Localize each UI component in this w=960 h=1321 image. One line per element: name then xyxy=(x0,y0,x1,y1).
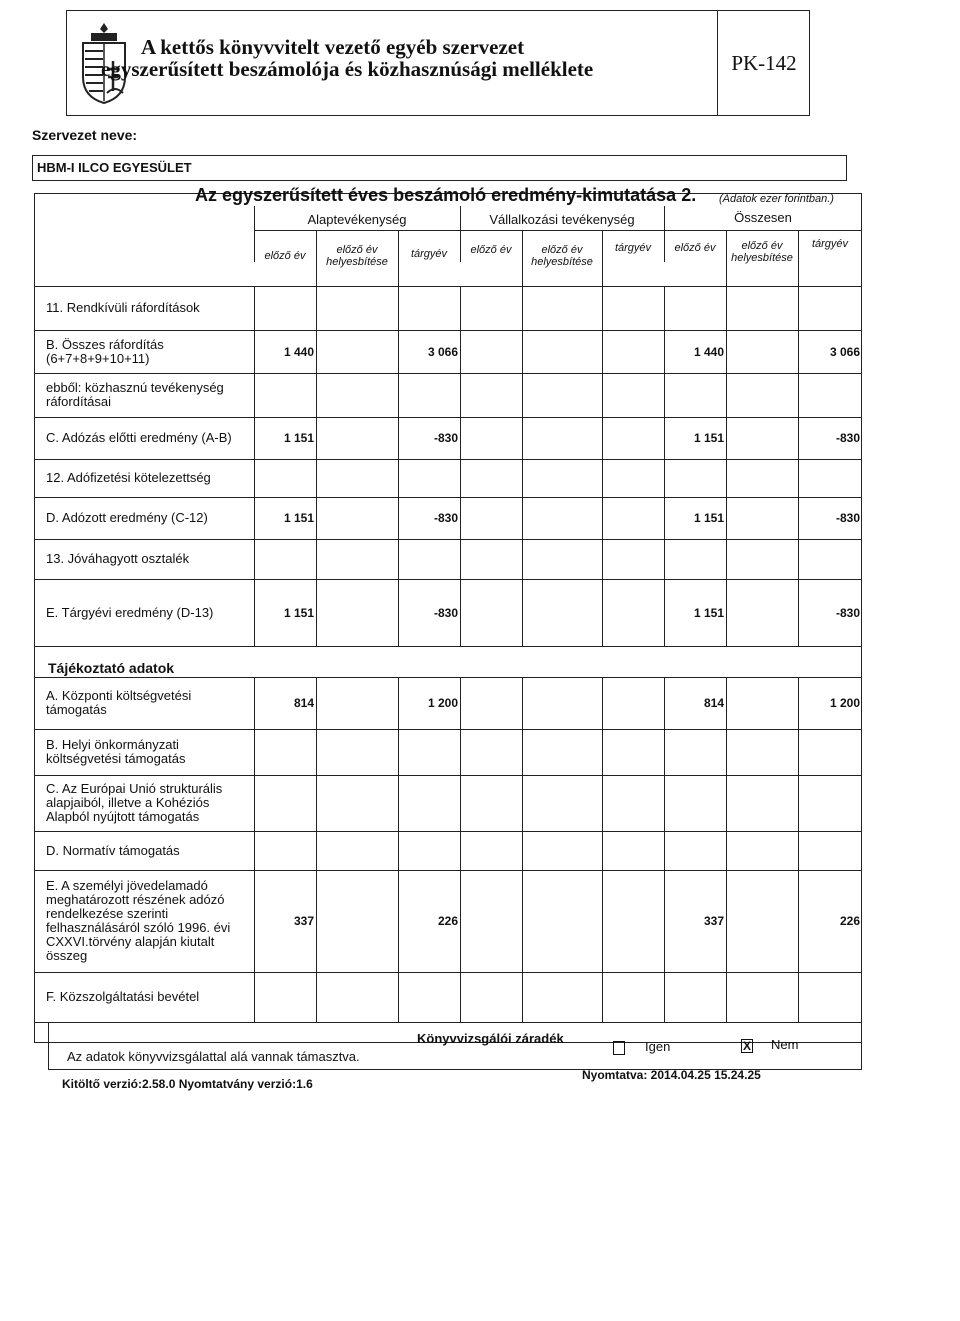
row-label-line: C. Az Európai Unió strukturális xyxy=(46,781,223,796)
col-header-prev: előző év xyxy=(674,242,716,254)
row-label-line: (6+7+8+9+10+11) xyxy=(46,350,150,366)
grid-line xyxy=(34,972,862,973)
cell-ossz-prev: 814 xyxy=(703,696,724,710)
row-label xyxy=(46,511,208,525)
grid-line xyxy=(34,330,862,331)
grid-line xyxy=(34,373,862,374)
row-label-line: D. Normatív támogatás xyxy=(46,842,180,858)
cell-ossz-curr: 3 066 xyxy=(829,344,860,359)
row-label-line: ráfordításai xyxy=(46,394,112,409)
cell-alap-curr: 226 xyxy=(437,914,458,928)
cell-ossz-curr: 1 200 xyxy=(829,696,860,710)
grid-line xyxy=(34,579,862,580)
grid-line xyxy=(460,206,461,262)
grid-line xyxy=(34,417,862,418)
col-header-adj: előző év helyesbítése xyxy=(731,240,793,264)
row-label xyxy=(46,844,180,858)
row-label-line: 11. Rendkívüli ráfordítások xyxy=(46,300,200,315)
audit-box xyxy=(48,1022,862,1070)
grid-line xyxy=(522,677,523,1022)
grid-line xyxy=(798,230,799,286)
row-label-line: 12. Adófizetési kötelezettség xyxy=(46,470,211,485)
row-label-line: Alapból nyújtott támogatás xyxy=(46,809,200,824)
col-header-curr: tárgyév xyxy=(811,238,849,250)
row-label-line: támogatás xyxy=(46,702,107,717)
row-label-line: összeg xyxy=(46,948,88,963)
row-label-line: E. Tárgyévi eredmény (D-13) xyxy=(46,604,214,620)
row-label-line: B. Összes ráfordítás xyxy=(46,336,164,352)
grid-line xyxy=(798,286,799,646)
group-header-vallalkozasi: Vállalkozási tevékenység xyxy=(489,212,635,227)
grid-line xyxy=(726,677,727,1022)
no-checkbox[interactable] xyxy=(741,1039,753,1053)
grid-line xyxy=(602,230,603,286)
grid-line xyxy=(664,677,665,1022)
row-label xyxy=(46,381,224,409)
grid-line xyxy=(664,286,665,646)
form-header xyxy=(66,10,810,116)
grid-line xyxy=(602,677,603,1022)
row-label xyxy=(46,552,189,566)
organization-name-field: HBM-I ILCO EGYESÜLET xyxy=(32,155,847,181)
row-label xyxy=(46,338,164,366)
row-label-line: alapjaiból, illetve a Kohéziós xyxy=(46,795,210,810)
cell-alap-curr: -830 xyxy=(433,605,458,620)
row-label-line: felhasználásáról szóló 1996. évi xyxy=(46,920,231,935)
grid-line xyxy=(34,831,862,832)
row-label-line: rendelkezése szerinti xyxy=(46,906,169,921)
cell-alap-curr: -830 xyxy=(433,511,458,525)
row-label xyxy=(46,879,230,963)
cell-alap-prev: 1 151 xyxy=(283,605,314,620)
audit-clause-label: Könyvvizsgálói záradék xyxy=(417,1031,564,1046)
row-label xyxy=(46,782,222,824)
grid-line xyxy=(34,539,862,540)
col-header-adj: előző év helyesbítése xyxy=(531,244,593,268)
row-label-line: F. Közszolgáltatási bevétel xyxy=(46,989,200,1004)
col-header-curr: tárgyév xyxy=(410,248,448,260)
col-header-adj: előző év helyesbítése xyxy=(326,244,388,268)
row-label xyxy=(46,606,213,620)
cell-alap-curr: 3 066 xyxy=(427,344,458,359)
col-header-curr: tárgyév xyxy=(614,242,652,254)
row-label-line: C. Adózás előtti eredmény (A-B) xyxy=(46,430,232,445)
row-label-line: B. Helyi önkormányzati xyxy=(46,737,179,752)
form-title-line1: A kettős könyvvitelt vezető egyéb szervezet xyxy=(141,35,525,59)
grid-line xyxy=(726,230,727,286)
cell-alap-curr: 1 200 xyxy=(427,696,458,710)
cell-ossz-curr: -830 xyxy=(835,511,860,525)
cell-ossz-prev: 337 xyxy=(703,914,724,928)
grid-line xyxy=(34,497,862,498)
cell-alap-prev: 1 440 xyxy=(283,344,314,359)
grid-line xyxy=(34,646,862,647)
grid-line xyxy=(316,230,317,286)
row-label-line: 13. Jóváhagyott osztalék xyxy=(46,551,190,566)
grid-line xyxy=(460,677,461,1022)
row-label-line: D. Adózott eredmény (C-12) xyxy=(46,510,208,525)
grid-line xyxy=(460,286,461,646)
grid-line xyxy=(254,230,862,231)
grid-line xyxy=(798,677,799,1022)
row-label-line: meghatározott részének adózó xyxy=(46,892,225,907)
col-header-prev: előző év xyxy=(264,250,306,262)
row-label-line: CXXVI.törvény alapján kiutalt xyxy=(46,934,215,949)
grid-line xyxy=(34,775,862,776)
cell-ossz-curr: -830 xyxy=(835,431,860,445)
cell-ossz-prev: 1 440 xyxy=(693,344,724,359)
grid-line xyxy=(522,286,523,646)
form-title-line2: egyszerűsített beszámolója és közhasznúsági melléklete xyxy=(101,57,594,81)
cell-ossz-prev: 1 151 xyxy=(693,431,724,445)
cell-alap-prev: 1 151 xyxy=(283,431,314,445)
row-label xyxy=(46,431,232,445)
info-section-title: Tájékoztató adatok xyxy=(48,660,175,676)
cell-alap-prev: 814 xyxy=(293,696,314,710)
form-code: PK-142 xyxy=(717,11,810,115)
grid-line xyxy=(34,286,862,287)
grid-line xyxy=(398,286,399,646)
grid-line xyxy=(254,206,255,262)
grid-line xyxy=(664,206,665,262)
grid-line xyxy=(602,286,603,646)
cell-alap-prev: 337 xyxy=(293,914,314,928)
grid-line xyxy=(34,729,862,730)
row-label xyxy=(46,471,211,485)
unit-note: (Adatok ezer forintban.) xyxy=(719,193,834,205)
row-label-line: E. A személyi jövedelamadó xyxy=(46,878,208,893)
cell-ossz-prev: 1 151 xyxy=(693,511,724,525)
group-header-alap: Alaptevékenység xyxy=(307,212,407,227)
organization-label: Szervezet neve: xyxy=(32,127,138,143)
grid-line xyxy=(316,286,317,646)
row-label xyxy=(46,689,191,717)
audit-statement: Az adatok könyvvizsgálattal alá vannak támasztva. xyxy=(67,1049,360,1064)
cell-alap-curr: -830 xyxy=(433,431,458,445)
cell-ossz-curr: -830 xyxy=(835,605,860,620)
grid-line xyxy=(254,286,255,646)
row-label-line: ebből: közhasznú tevékenység xyxy=(46,380,224,395)
row-label xyxy=(46,301,200,315)
row-label-line: költségvetési támogatás xyxy=(46,751,186,766)
grid-line xyxy=(34,459,862,460)
yes-checkbox[interactable] xyxy=(613,1041,625,1055)
grid-line xyxy=(34,677,862,678)
grid-line xyxy=(398,230,399,286)
cell-ossz-curr: 226 xyxy=(839,914,860,928)
row-label xyxy=(46,738,185,766)
yes-label: Igen xyxy=(645,1039,671,1054)
grid-line xyxy=(522,230,523,286)
grid-line xyxy=(254,677,255,1022)
group-header-osszesen: Összesen xyxy=(734,210,792,225)
grid-line xyxy=(398,677,399,1022)
no-label: Nem xyxy=(771,1037,799,1052)
cell-ossz-prev: 1 151 xyxy=(693,605,724,620)
row-label-line: A. Központi költségvetési xyxy=(46,688,192,703)
print-timestamp: Nyomtatva: 2014.04.25 15.24.25 xyxy=(582,1068,761,1082)
row-label xyxy=(46,990,199,1004)
grid-line xyxy=(34,870,862,871)
report-title: Az egyszerűsített éves beszámoló eredmény-kimutatása 2. xyxy=(195,185,697,205)
cell-alap-prev: 1 151 xyxy=(283,511,314,525)
version-info: Kitöltő verzió:2.58.0 Nyomtatvány verzió:1.6 xyxy=(62,1077,313,1091)
col-header-prev: előző év xyxy=(470,244,512,256)
check-mark-icon: X xyxy=(742,1039,751,1053)
grid-line xyxy=(726,286,727,646)
grid-line xyxy=(316,677,317,1022)
